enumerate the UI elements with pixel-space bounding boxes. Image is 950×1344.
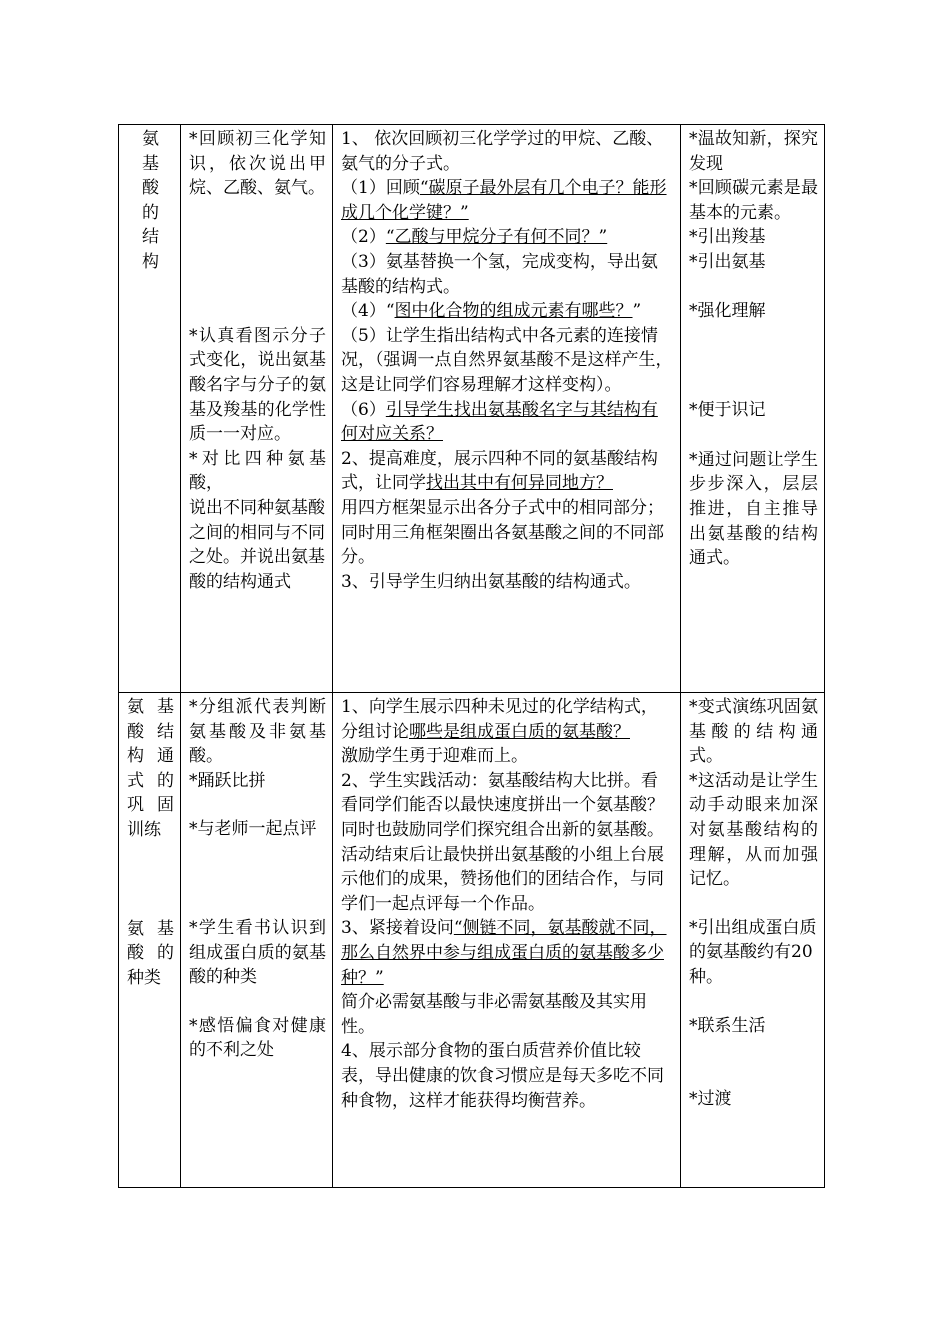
teacher-step: 1、向学生展示四种未见过的化学结构式，分组讨论哪些是组成蛋白质的氨基酸？	[341, 697, 658, 742]
teacher-step: （2）“乙酸与甲烷分子有何不同？”	[341, 227, 608, 248]
design-intent: *联系生活	[689, 1015, 766, 1036]
teacher-step: 简介必需氨基酸与非必需氨基酸及其实用性。	[341, 992, 647, 1037]
teacher-step: 2、学生实践活动：氨基酸结构大比拼。看看同学们能否以最快速度拼出一个氨基酸？同时也鼓励同学们探究组合出新的氨基酸。活动结束后让最快拼出氨基酸的小组上台展示他们的成果，赞扬他们的团结合作，与同学们一起点评每一个作品。	[341, 770, 664, 914]
teacher-activity-cell	[333, 125, 681, 693]
student-activity: *学生看书认识到组成蛋白质的氨基酸的种类	[189, 917, 326, 988]
student-activity: *回顾初三化学知识，依次说出甲烷、乙酸、氨气。	[189, 129, 326, 199]
table-row	[119, 693, 825, 1188]
student-activity-cell	[181, 125, 333, 693]
teacher-step: 1、 依次回顾初三化学学过的甲烷、乙酸、氨气的分子式。	[341, 129, 664, 174]
student-activity-cell	[181, 693, 333, 1188]
teacher-activity-cell	[333, 693, 681, 1188]
teacher-step: 2、提高难度，展示四种不同的氨基酸结构式，让同学找出其中有何异同地方？	[341, 448, 658, 494]
section-title-amino-acid-types: 氨基酸的种类	[127, 918, 174, 988]
student-activity: *与老师一起点评	[189, 819, 317, 840]
student-activity: *踊跃比拼	[189, 770, 266, 791]
title-char: 构	[142, 251, 159, 272]
title-char: 氨	[142, 129, 159, 149]
teacher-step: 用四方框架显示出各分子式中的相同部分；同时用三角框架圈出各氨基酸之间的不同部分。	[341, 497, 664, 568]
title-char: 结	[142, 227, 159, 248]
teacher-step: 3、紧接着设问“侧链不同，氨基酸就不同，那么自然界中参与组成蛋白质的氨基酸多少种？”	[341, 918, 667, 988]
teacher-step: （1）回顾“碳原子最外层有几个电子？能形成几个化学键？”	[341, 178, 667, 223]
section-title-consolidation: 氨基酸结构通式的巩固训练	[127, 697, 174, 840]
design-intent: *引出氨基	[689, 251, 766, 272]
design-intent: *通过问题让学生步步深入，层层推进，自主推导出氨基酸的结构通式。	[689, 449, 818, 569]
teacher-step: （3）氨基替换一个氢，完成变构，导出氨基酸的结构式。	[341, 251, 658, 297]
design-intent: *过渡	[689, 1089, 732, 1110]
section-title-amino-acid-structure	[119, 125, 181, 693]
design-intent: *回顾碳元素是最基本的元素。	[689, 178, 818, 223]
title-char: 酸	[142, 178, 159, 199]
student-activity: *分组派代表判断氨基酸及非氨基酸。	[189, 697, 326, 767]
student-activity: *感悟偏食对健康的不利之处	[189, 1015, 326, 1061]
design-intent-cell	[681, 693, 825, 1188]
teacher-step: （5）让学生指出结构式中各元素的连接情况，（强调一点自然界氨基酸不是这样产生，这是让同学们容易理解才这样变构）。	[341, 325, 673, 395]
teacher-step: （6）引导学生找出氨基酸名字与其结构有何对应关系？	[341, 399, 658, 445]
design-intent: *温故知新，探究发现	[689, 129, 818, 174]
design-intent: *变式演练巩固氨基酸的结构通式。	[689, 697, 818, 767]
design-intent: *引出羧基	[689, 227, 766, 248]
title-char: 基	[142, 153, 159, 174]
design-intent: *强化理解	[689, 300, 766, 321]
design-intent: *引出组成蛋白质的氨基酸约有20种。	[689, 917, 817, 987]
teacher-step: 3、引导学生归纳出氨基酸的结构通式。	[341, 571, 641, 592]
teacher-step: 激励学生勇于迎难而上。	[341, 746, 528, 767]
title-char: 的	[142, 202, 159, 223]
student-activity: *对比四种氨基酸，	[189, 448, 326, 494]
student-activity: *认真看图示分子式变化，说出氨基酸名字与分子的氨基及羧基的化学性质一一对应。	[189, 325, 326, 445]
teacher-step: 4、展示部分食物的蛋白质营养价值比较表，导出健康的饮食习惯应是每天多吃不同种食物，这样才能获得均衡营养。	[341, 1041, 664, 1111]
section-title-cell	[119, 693, 181, 1188]
table-row	[119, 125, 825, 693]
lesson-plan-table	[118, 124, 825, 1188]
teacher-step: （4）“图中化合物的组成元素有哪些？”	[341, 301, 642, 322]
design-intent-cell	[681, 125, 825, 693]
student-activity: 说出不同种氨基酸之间的相同与不同之处。并说出氨基酸的结构通式	[189, 497, 325, 592]
design-intent: *这活动是让学生动手动眼来加深对氨基酸结构的理解，从而加强记忆。	[689, 770, 818, 890]
design-intent: *便于识记	[689, 400, 766, 421]
